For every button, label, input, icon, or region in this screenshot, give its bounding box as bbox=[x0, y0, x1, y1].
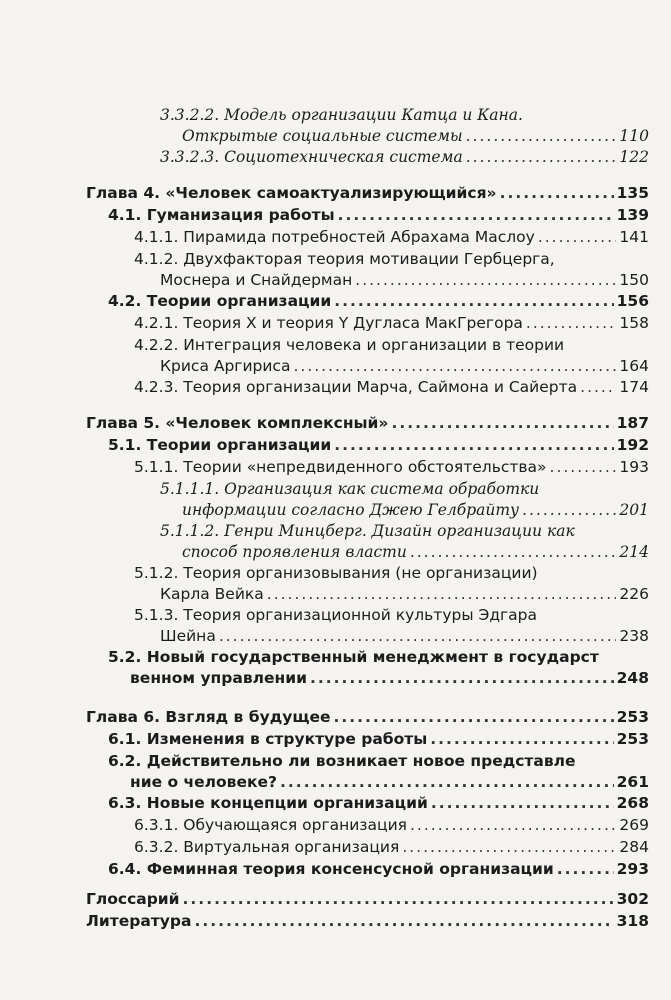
toc-entry-title: Моснера и Снайдерман bbox=[160, 271, 353, 289]
toc-page-number: 139 bbox=[616, 206, 649, 224]
toc-entry-title: 5.1.1. Теории «непредвиденного обстоятельства» bbox=[134, 458, 547, 476]
toc-entry bbox=[0, 456, 649, 478]
dot-leader bbox=[538, 226, 617, 248]
toc-entry-title: 3.3.2.2. Модель организации Катца и Кана. bbox=[160, 106, 523, 124]
dot-leader bbox=[410, 541, 617, 563]
toc-page-number: 158 bbox=[619, 314, 649, 332]
dot-leader bbox=[267, 583, 617, 605]
toc-entry-line bbox=[0, 355, 649, 377]
toc-page-number: 187 bbox=[616, 414, 649, 432]
toc-entry-line bbox=[0, 248, 649, 270]
toc-entry-title: 5.1.2. Теория организовывания (не организации) bbox=[134, 564, 538, 582]
toc-entry-title: Глава 5. «Человек комплексный» bbox=[86, 414, 389, 432]
dot-leader bbox=[391, 412, 613, 434]
toc-page-number: 238 bbox=[619, 627, 649, 645]
dot-leader bbox=[293, 355, 616, 377]
toc-entry-title: 6.1. Изменения в структуре работы bbox=[108, 730, 428, 748]
toc-page-number: 248 bbox=[616, 669, 649, 687]
toc-entry bbox=[0, 312, 649, 334]
toc-entry-line bbox=[0, 478, 649, 500]
dot-leader bbox=[500, 182, 614, 204]
toc-page-number: 268 bbox=[616, 794, 649, 812]
toc-entry-title: способ проявления власти bbox=[182, 543, 407, 561]
toc-entry-line bbox=[0, 814, 649, 836]
toc-entry bbox=[0, 646, 649, 690]
toc-entry-line bbox=[0, 146, 649, 168]
toc-entry bbox=[0, 520, 649, 564]
toc-entry-title: 6.3. Новые концепции организаций bbox=[108, 794, 428, 812]
toc-page-number: 284 bbox=[619, 838, 649, 856]
toc-entry-line bbox=[0, 792, 649, 814]
toc-page-number: 135 bbox=[616, 184, 649, 202]
dot-leader bbox=[194, 910, 613, 932]
toc-entry bbox=[0, 728, 649, 750]
toc-entry-title: 5.1.1.2. Генри Минцберг. Дизайн организации как bbox=[160, 522, 575, 540]
toc-entry-title: 5.2. Новый государственный менеджмент в государст bbox=[108, 648, 599, 666]
toc-entry-line bbox=[0, 771, 649, 793]
dot-leader bbox=[466, 125, 617, 147]
toc-entry-title: 5.1.3. Теория организационной культуры Эдгара bbox=[134, 606, 538, 624]
dot-leader bbox=[310, 667, 614, 689]
toc-page-number: 150 bbox=[619, 271, 649, 289]
toc-entry bbox=[0, 792, 649, 814]
toc-entry-line bbox=[0, 625, 649, 647]
toc-entry-line bbox=[0, 290, 649, 312]
toc-entry-title: Глава 4. «Человек самоактуализирующийся» bbox=[86, 184, 497, 202]
toc-entry bbox=[0, 376, 649, 398]
toc-entry-line bbox=[0, 836, 649, 858]
toc-page-number: 261 bbox=[616, 773, 649, 791]
toc-entry-title: ние о человеке? bbox=[130, 773, 278, 791]
toc-entry-line bbox=[0, 104, 649, 126]
toc-page-number: 201 bbox=[619, 501, 649, 519]
toc-entry-line bbox=[0, 125, 649, 147]
toc-entry-line bbox=[0, 226, 649, 248]
toc-entry-title: 4.2.2. Интеграция человека и организации в теории bbox=[134, 336, 565, 354]
toc-entry bbox=[0, 146, 649, 168]
toc-entry-line bbox=[0, 562, 649, 584]
dot-leader bbox=[431, 792, 614, 814]
dot-leader bbox=[550, 456, 617, 478]
toc-page-number: 174 bbox=[619, 378, 649, 396]
toc-entry-title: Глава 6. Взгляд в будущее bbox=[86, 708, 331, 726]
toc-entry-line bbox=[0, 646, 649, 668]
toc-entry bbox=[0, 706, 649, 728]
toc-page-number: 318 bbox=[616, 912, 649, 930]
toc-entry bbox=[0, 334, 649, 378]
toc-entry-line bbox=[0, 182, 649, 204]
toc-entry bbox=[0, 888, 649, 910]
dot-leader bbox=[280, 771, 614, 793]
toc-entry-title: 4.2.3. Теория организации Марча, Саймона и Сайерта bbox=[134, 378, 578, 396]
toc-entry bbox=[0, 412, 649, 434]
toc-page-number: 253 bbox=[616, 708, 649, 726]
toc-entry-line bbox=[0, 541, 649, 563]
toc-page-number: 193 bbox=[619, 458, 649, 476]
dot-leader bbox=[466, 146, 617, 168]
toc-entry bbox=[0, 836, 649, 858]
dot-leader bbox=[557, 858, 614, 880]
toc-entry-line bbox=[0, 376, 649, 398]
toc-page-number: 269 bbox=[619, 816, 649, 834]
toc-entry-title: 5.1. Теории организации bbox=[108, 436, 332, 454]
dot-leader bbox=[526, 312, 617, 334]
toc-entry-title: 4.1. Гуманизация работы bbox=[108, 206, 335, 224]
toc-entry bbox=[0, 478, 649, 522]
toc-entry-title: Карла Вейка bbox=[160, 585, 264, 603]
toc-page-number: 293 bbox=[616, 860, 649, 878]
toc-entry bbox=[0, 182, 649, 204]
toc-page-number: 253 bbox=[616, 730, 649, 748]
toc-entry bbox=[0, 858, 649, 880]
dot-leader bbox=[338, 204, 614, 226]
toc-entry-line bbox=[0, 499, 649, 521]
toc-page-number: 302 bbox=[616, 890, 649, 908]
toc-entry-title: Открытые социальные системы bbox=[182, 127, 463, 145]
toc-entry bbox=[0, 910, 649, 932]
toc-entry bbox=[0, 814, 649, 836]
toc-entry-title: 5.1.1.1. Организация как система обработки bbox=[160, 480, 540, 498]
dot-leader bbox=[410, 814, 616, 836]
toc-entry-title: Криса Аргириса bbox=[160, 357, 291, 375]
toc-page-number: 141 bbox=[619, 228, 649, 246]
toc-entry-title: Шейна bbox=[160, 627, 216, 645]
toc-entry-line bbox=[0, 667, 649, 689]
toc-entry-line bbox=[0, 269, 649, 291]
toc-entry-title: Литература bbox=[86, 912, 192, 930]
toc-entry-title: 6.3.2. Виртуальная организация bbox=[134, 838, 400, 856]
toc-entry-title: 4.1.2. Двухфакторая теория мотивации Гербцерга, bbox=[134, 250, 555, 268]
dot-leader bbox=[219, 625, 617, 647]
dot-leader bbox=[333, 706, 613, 728]
toc-entry-title: 3.3.2.3. Социотехническая система bbox=[160, 148, 463, 166]
toc-page-number: 192 bbox=[616, 436, 649, 454]
toc-entry-line bbox=[0, 858, 649, 880]
dot-leader bbox=[355, 269, 616, 291]
toc-entry bbox=[0, 434, 649, 456]
toc-page-number: 122 bbox=[619, 148, 649, 166]
toc-entry-line bbox=[0, 434, 649, 456]
toc-entry bbox=[0, 104, 649, 148]
toc-entry-line bbox=[0, 456, 649, 478]
toc-entry-title: 4.2.1. Теория X и теория Y Дугласа МакГрегора bbox=[134, 314, 523, 332]
toc-entry-line bbox=[0, 728, 649, 750]
dot-leader bbox=[183, 888, 614, 910]
toc-page-number: 156 bbox=[616, 292, 649, 310]
dot-leader bbox=[580, 376, 616, 398]
toc-entry-line bbox=[0, 412, 649, 434]
toc-entry bbox=[0, 204, 649, 226]
toc-entry-title: 4.2. Теории организации bbox=[108, 292, 332, 310]
toc-entry bbox=[0, 604, 649, 648]
dot-leader bbox=[430, 728, 613, 750]
toc-entry-line bbox=[0, 910, 649, 932]
toc-entry-line bbox=[0, 888, 649, 910]
dot-leader bbox=[522, 499, 616, 521]
toc-entry-title: 6.4. Феминная теория консенсусной организации bbox=[108, 860, 554, 878]
toc-entry-line bbox=[0, 750, 649, 772]
toc-entry bbox=[0, 562, 649, 606]
toc-entry-title: Глоссарий bbox=[86, 890, 180, 908]
dot-leader bbox=[402, 836, 616, 858]
toc-entry-line bbox=[0, 520, 649, 542]
toc-page-number: 110 bbox=[619, 127, 649, 145]
toc-page-number: 226 bbox=[619, 585, 649, 603]
dot-leader bbox=[334, 290, 613, 312]
toc-entry-title: венном управлении bbox=[130, 669, 307, 687]
toc-entry-line bbox=[0, 204, 649, 226]
toc-entry bbox=[0, 248, 649, 292]
toc-page-number: 164 bbox=[619, 357, 649, 375]
toc-entry bbox=[0, 226, 649, 248]
toc-entry-line bbox=[0, 334, 649, 356]
toc-page-number: 214 bbox=[619, 543, 649, 561]
toc-entry-line bbox=[0, 583, 649, 605]
toc-entry-title: 6.2. Действительно ли возникает новое представле bbox=[108, 752, 576, 770]
toc-entry bbox=[0, 750, 649, 794]
toc-entry bbox=[0, 290, 649, 312]
dot-leader bbox=[334, 434, 613, 456]
toc-entry-line bbox=[0, 706, 649, 728]
toc-entry-title: информации согласно Джею Гелбрайту bbox=[182, 501, 520, 519]
toc-entry-line bbox=[0, 604, 649, 626]
toc-entry-line bbox=[0, 312, 649, 334]
toc-entry-title: 4.1.1. Пирамида потребностей Абрахама Маслоу bbox=[134, 228, 535, 246]
toc-entry-title: 6.3.1. Обучающаяся организация bbox=[134, 816, 407, 834]
